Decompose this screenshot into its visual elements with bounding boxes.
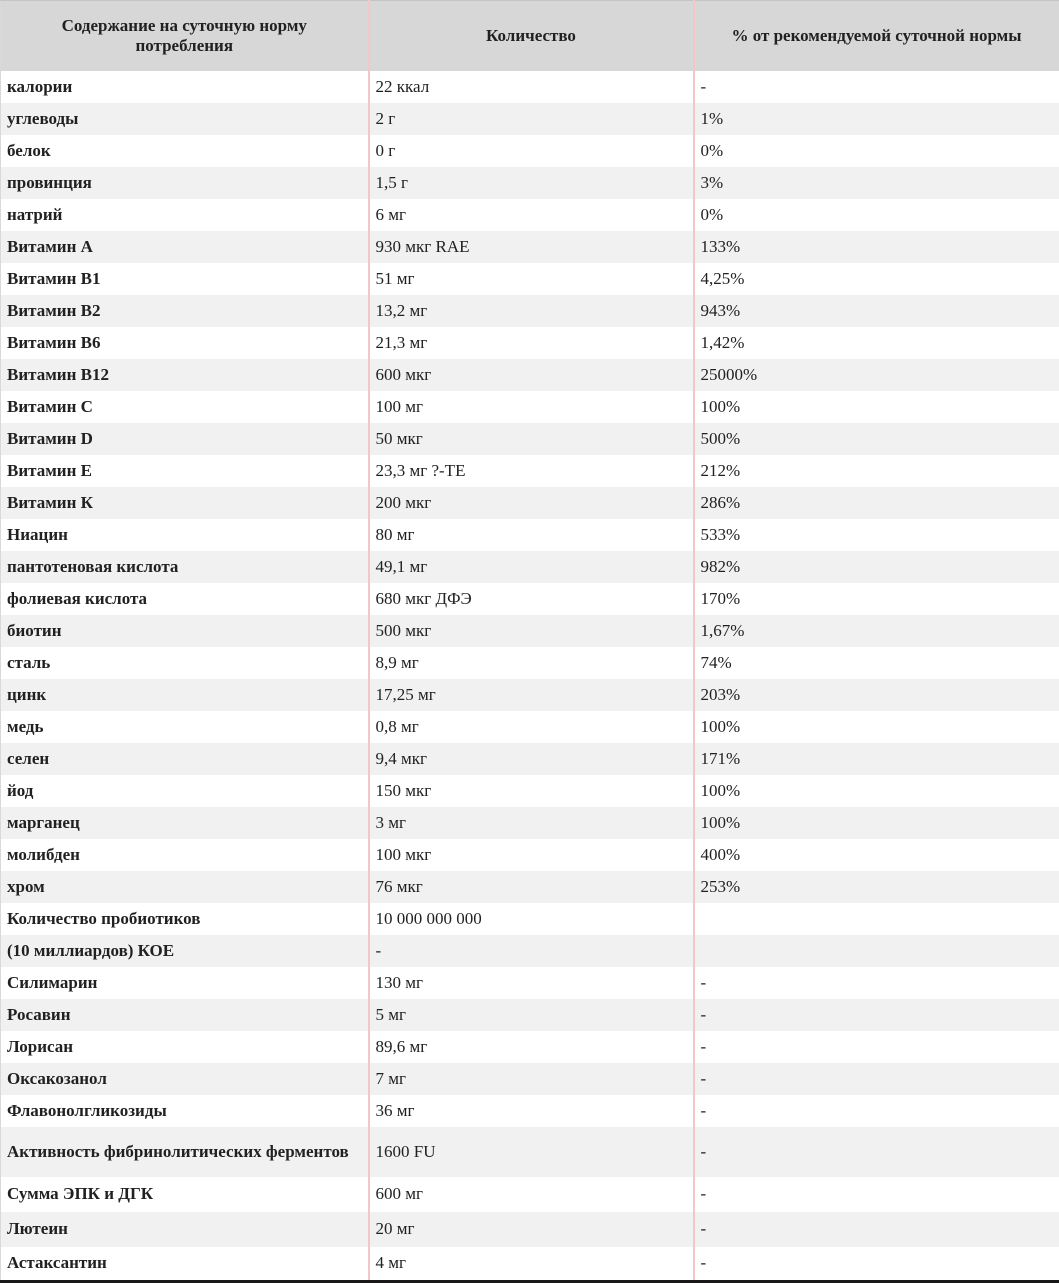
amount-cell: 3 мг: [369, 807, 694, 839]
amount-cell: 0,8 мг: [369, 711, 694, 743]
amount-cell: 4 мг: [369, 1247, 694, 1282]
table-row: [1, 1127, 1059, 1177]
percent-cell: 1,42%: [694, 327, 1059, 359]
amount-cell: 1600 FU: [369, 1127, 694, 1177]
percent-cell: 400%: [694, 839, 1059, 871]
amount-cell: 150 мкг: [369, 775, 694, 807]
row-name-cell: Витамин B2: [7, 300, 101, 320]
amount-cell: 100 мкг: [369, 839, 694, 871]
amount-cell: 1,5 г: [369, 167, 694, 199]
amount-cell: 17,25 мг: [369, 679, 694, 711]
table-row: [1, 871, 1059, 903]
percent-cell: 0%: [694, 199, 1059, 231]
row-name-cell: Росавин: [7, 1004, 71, 1024]
percent-cell: 982%: [694, 551, 1059, 583]
amount-cell: 0 г: [369, 135, 694, 167]
percent-cell: 100%: [694, 775, 1059, 807]
table-row: [1, 615, 1059, 647]
amount-cell: 20 мг: [369, 1212, 694, 1247]
amount-cell: 13,2 мг: [369, 295, 694, 327]
row-name-cell: натрий: [7, 204, 63, 224]
row-name-cell: Витамин К: [7, 492, 93, 512]
row-name-cell: Лютеин: [7, 1219, 68, 1238]
percent-cell: [694, 935, 1059, 967]
row-name-cell: Оксакозанол: [7, 1068, 107, 1088]
row-name-cell: биотин: [7, 620, 62, 640]
table-row: [1, 199, 1059, 231]
table-row: [1, 1212, 1059, 1247]
percent-cell: 25000%: [694, 359, 1059, 391]
amount-cell: 23,3 мг ?-ТЕ: [369, 455, 694, 487]
row-name-cell: пантотеновая кислота: [7, 556, 179, 576]
table-row: [1, 1095, 1059, 1127]
row-name-cell: Витамин C: [7, 396, 93, 416]
percent-cell: 1,67%: [694, 615, 1059, 647]
percent-cell: -: [694, 999, 1059, 1031]
amount-cell: 36 мг: [369, 1095, 694, 1127]
row-name-cell: марганец: [7, 812, 80, 832]
amount-cell: 8,9 мг: [369, 647, 694, 679]
percent-cell: 100%: [694, 391, 1059, 423]
percent-cell: -: [694, 71, 1059, 103]
table-row: [1, 231, 1059, 263]
percent-cell: 3%: [694, 167, 1059, 199]
table-row: [1, 135, 1059, 167]
table-row: [1, 583, 1059, 615]
percent-cell: 212%: [694, 455, 1059, 487]
column-header-content: Содержание на суточную норму потребления: [1, 1, 369, 71]
amount-cell: 7 мг: [369, 1063, 694, 1095]
table-row: [1, 519, 1059, 551]
amount-cell: -: [369, 935, 694, 967]
percent-cell: -: [694, 1063, 1059, 1095]
table-row: [1, 423, 1059, 455]
table-row: [1, 999, 1059, 1031]
row-name-cell: углеводы: [7, 108, 79, 128]
amount-cell: 49,1 мг: [369, 551, 694, 583]
table-row: [1, 1031, 1059, 1063]
header-row: [1, 1, 1059, 71]
table-row: [1, 167, 1059, 199]
row-name-cell: Витамин B12: [7, 364, 109, 384]
percent-cell: 74%: [694, 647, 1059, 679]
table-row: [1, 455, 1059, 487]
row-name-cell: Витамин D: [7, 428, 93, 448]
table-row: [1, 295, 1059, 327]
percent-cell: 4,25%: [694, 263, 1059, 295]
percent-cell: -: [694, 1127, 1059, 1177]
percent-cell: -: [694, 1212, 1059, 1247]
table-row: [1, 1177, 1059, 1212]
amount-cell: 680 мкг ДФЭ: [369, 583, 694, 615]
amount-cell: 89,6 мг: [369, 1031, 694, 1063]
table-row: [1, 1247, 1059, 1282]
row-name-cell: белок: [7, 140, 51, 160]
row-name-cell: медь: [7, 716, 44, 736]
row-name-cell: йод: [7, 780, 34, 800]
percent-cell: -: [694, 1095, 1059, 1127]
row-name-cell: селен: [7, 748, 50, 768]
row-name-cell: Витамин B1: [7, 268, 101, 288]
percent-cell: 171%: [694, 743, 1059, 775]
percent-cell: 203%: [694, 679, 1059, 711]
row-name-cell: (10 миллиардов) КОЕ: [7, 940, 175, 960]
table-row: [1, 967, 1059, 999]
amount-cell: 100 мг: [369, 391, 694, 423]
percent-cell: -: [694, 1031, 1059, 1063]
row-name-cell: Лорисан: [7, 1036, 74, 1056]
table-row: [1, 679, 1059, 711]
row-name-cell: цинк: [7, 684, 47, 704]
row-name-cell: Астаксантин: [7, 1253, 107, 1273]
amount-cell: 76 мкг: [369, 871, 694, 903]
amount-cell: 10 000 000 000: [369, 903, 694, 935]
table-row: [1, 359, 1059, 391]
amount-cell: 130 мг: [369, 967, 694, 999]
table-header: [1, 1, 1059, 71]
table-row: [1, 935, 1059, 967]
amount-cell: 500 мкг: [369, 615, 694, 647]
row-name-cell: фолиевая кислота: [7, 588, 148, 608]
amount-cell: 5 мг: [369, 999, 694, 1031]
table-body: [1, 71, 1059, 1282]
table-row: [1, 647, 1059, 679]
table-row: [1, 839, 1059, 871]
column-header-amount: Количество: [369, 1, 694, 71]
amount-cell: 51 мг: [369, 263, 694, 295]
percent-cell: 253%: [694, 871, 1059, 903]
amount-cell: 9,4 мкг: [369, 743, 694, 775]
table-row: [1, 71, 1059, 103]
percent-cell: 133%: [694, 231, 1059, 263]
table-row: [1, 391, 1059, 423]
row-name-cell: сталь: [7, 652, 51, 672]
amount-cell: 80 мг: [369, 519, 694, 551]
row-name-cell: Витамин B6: [7, 332, 101, 352]
row-name-cell: Витамин E: [7, 460, 92, 480]
percent-cell: [694, 903, 1059, 935]
table-row: [1, 263, 1059, 295]
column-header-percent: % от рекомендуемой суточной нормы: [694, 1, 1059, 71]
table-row: [1, 711, 1059, 743]
row-name-cell: провинция: [7, 172, 92, 192]
table-row: [1, 551, 1059, 583]
amount-cell: 22 ккал: [369, 71, 694, 103]
row-name-cell: Витамин A: [7, 236, 93, 256]
amount-cell: 2 г: [369, 103, 694, 135]
row-name-cell: хром: [7, 876, 45, 896]
table-row: [1, 487, 1059, 519]
amount-cell: 930 мкг RAE: [369, 231, 694, 263]
percent-cell: -: [694, 967, 1059, 999]
amount-cell: 50 мкг: [369, 423, 694, 455]
row-name-cell: Флавонолгликозиды: [7, 1100, 167, 1120]
percent-cell: 533%: [694, 519, 1059, 551]
percent-cell: 170%: [694, 583, 1059, 615]
table-row: [1, 903, 1059, 935]
percent-cell: 1%: [694, 103, 1059, 135]
row-name-cell: Количество пробиотиков: [7, 908, 201, 928]
percent-cell: 286%: [694, 487, 1059, 519]
row-name-cell: калории: [7, 76, 73, 96]
percent-cell: 500%: [694, 423, 1059, 455]
row-name-cell: Сумма ЭПК и ДГК: [7, 1184, 154, 1203]
percent-cell: 100%: [694, 807, 1059, 839]
amount-cell: 600 мг: [369, 1177, 694, 1212]
row-name-cell: Активность фибринолитических ферментов: [7, 1141, 349, 1161]
row-name-cell: молибден: [7, 844, 80, 864]
amount-cell: 600 мкг: [369, 359, 694, 391]
table-row: [1, 327, 1059, 359]
row-name-cell: Ниацин: [7, 524, 68, 544]
amount-cell: 6 мг: [369, 199, 694, 231]
table-row: [1, 1063, 1059, 1095]
percent-cell: 0%: [694, 135, 1059, 167]
percent-cell: -: [694, 1177, 1059, 1212]
percent-cell: 100%: [694, 711, 1059, 743]
percent-cell: -: [694, 1247, 1059, 1282]
row-name-cell: Силимарин: [7, 972, 98, 992]
table-row: [1, 775, 1059, 807]
table-row: [1, 743, 1059, 775]
amount-cell: 21,3 мг: [369, 327, 694, 359]
amount-cell: 200 мкг: [369, 487, 694, 519]
table-row: [1, 103, 1059, 135]
table-row: [1, 807, 1059, 839]
percent-cell: 943%: [694, 295, 1059, 327]
